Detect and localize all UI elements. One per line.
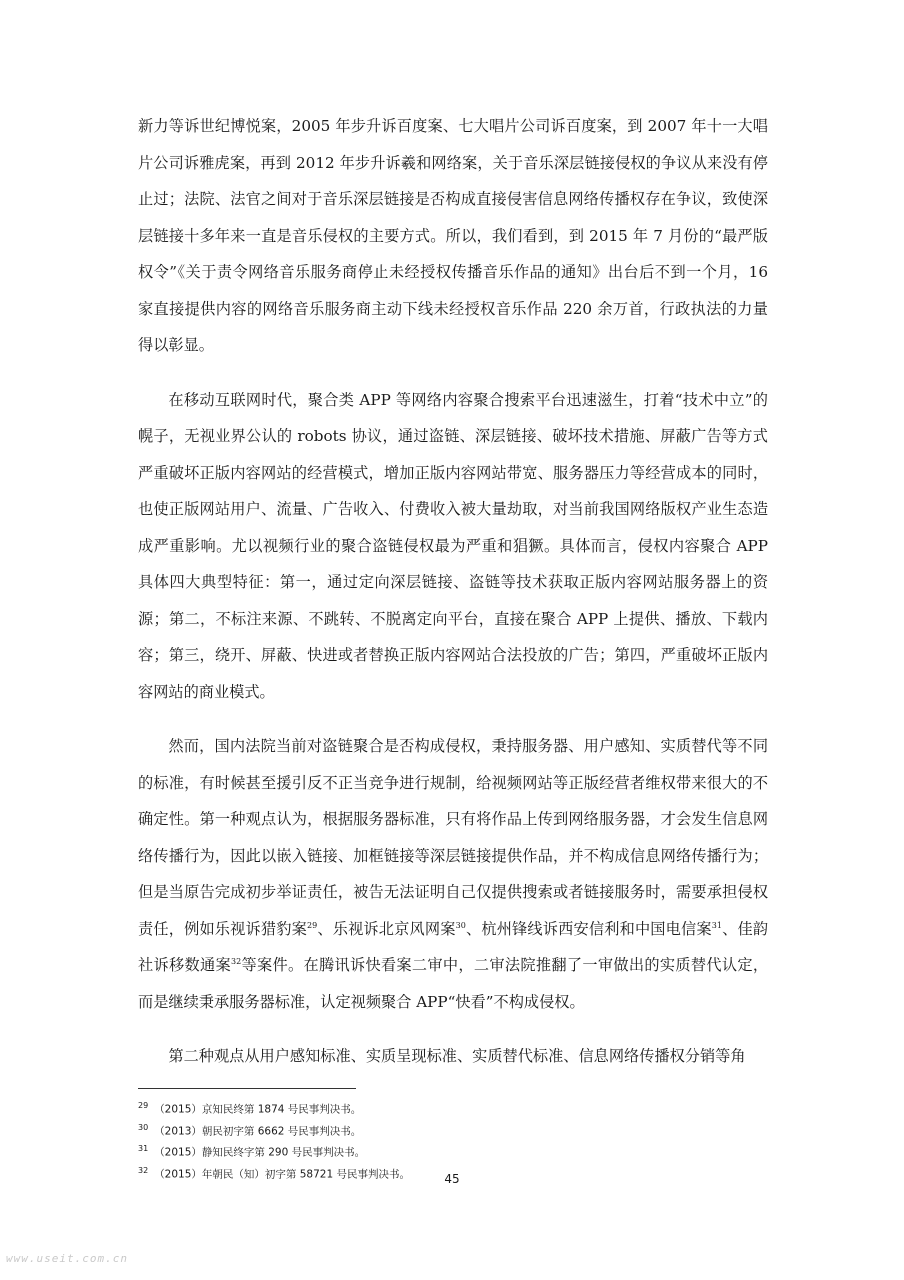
footnote-number: 32: [138, 1165, 149, 1175]
footnote-text: （2015）京知民终第 1874 号民事判决书。: [154, 1103, 362, 1116]
footnote-text: （2015）年朝民（知）初字第 58721 号民事判决书。: [154, 1168, 410, 1180]
paragraph-1: 新力等诉世纪博悦案，2005 年步升诉百度案、七大唱片公司诉百度案，到 2007 年十一大唱片公司诉雅虎案，再到 2012 年步升诉羲和网络案，关于音乐深层链接侵权的争议从来没有停止过；法院、法官之间对于音乐深层链接是否构成直接侵害信息网络传播权存在争议，致使深层链接十多年来一直是音乐侵权的主要方式。所以，我们看到，到 2015 年 7 月份的“最严版权令”《关于责令网络音乐服务商停止未经授权传播音乐作品的通知》出台后不到一个月，16 家直接提供内容的网络音乐服务商主动下线未经授权音乐作品 220 余万首，行政执法的力量得以彰显。: [138, 117, 768, 354]
footnote-ref-31[interactable]: 31: [711, 920, 722, 930]
footnote-ref-30[interactable]: 30: [455, 920, 466, 930]
page-number: 45: [444, 1172, 460, 1186]
footnote-31: [138, 1140, 768, 1162]
paragraph-2: 在移动互联网时代，聚合类 APP 等网络内容聚合搜索平台迅速滋生，打着“技术中立”的幌子，无视业界公认的 robots 协议，通过盗链、深层链接、破坏技术措施、屏蔽广告等方式严重破坏正版内容网站的经营模式，增加正版内容网站带宽、服务器压力等经营成本的同时，也使正版网站用户、流量、广告收入、付费收入被大量劫取，对当前我国网络版权产业生态造成严重影响。尤以视频行业的聚合盗链侵权最为严重和猖獗。具体而言，侵权内容聚合 APP 具体四大典型特征：第一，通过定向深层链接、盗链等技术获取正版内容网站服务器上的资源；第二，不标注来源、不跳转、不脱离定向平台，直接在聚合 APP 上提供、播放、下载内容；第三，绕开、屏蔽、快进或者替换正版内容网站合法投放的广告；第四，严重破坏正版内容网站的商业模式。: [138, 390, 768, 701]
footnote-number: 29: [138, 1101, 149, 1110]
footnote-number: 30: [138, 1122, 149, 1132]
body-text: [138, 108, 768, 1093]
paragraph-3: 然而，国内法院当前对盗链聚合是否构成侵权，秉持服务器、用户感知、实质替代等不同的标准，有时候甚至援引反不正当竞争进行规制，给视频网站等正版经营者维权带来很大的不确定性。第一种观点认为，根据服务器标准，只有将作品上传到网络服务器，才会发生信息网络传播行为，因此以嵌入链接、加框链接等深层链接提供作品，并不构成信息网络传播行为；但是当原告完成初步举证责任，被告无法证明自己仅提供搜索或者链接服务时，需要承担侵权责任，例如乐视诉猎豹案$^{29}$、乐视诉北京风网案$^{30}$、杭州锋线诉西安信利和中国电信案$^{31}$、佳韵社诉移数通案$^{32}$等案件。在腾讯诉快看案二审中，二审法院推翻了一审做出的实质替代认定，而是继续秉承服务器标准，认定视频聚合 APP“快看”不构成侵权。: [138, 737, 769, 1011]
footnote-separator: [138, 1088, 356, 1089]
footnote-text: （2015）静知民终字第 290 号民事判决书。: [154, 1146, 366, 1159]
footnote-text: （2013）朝民初字第 6662 号民事判决书。: [154, 1125, 362, 1137]
footnote-ref-29[interactable]: 29: [306, 920, 318, 930]
footnote-30: [138, 1119, 768, 1141]
footnote-29: [138, 1097, 768, 1119]
footnotes: [138, 1097, 768, 1183]
footnote-number: 31: [138, 1144, 149, 1153]
watermark: www.useit.com.cn: [6, 1252, 128, 1265]
paragraph-4: 第二种观点从用户感知标准、实质呈现标准、实质替代标准、信息网络传播权分销等角: [168, 1047, 746, 1065]
footnote-ref-32[interactable]: 32: [230, 956, 242, 966]
